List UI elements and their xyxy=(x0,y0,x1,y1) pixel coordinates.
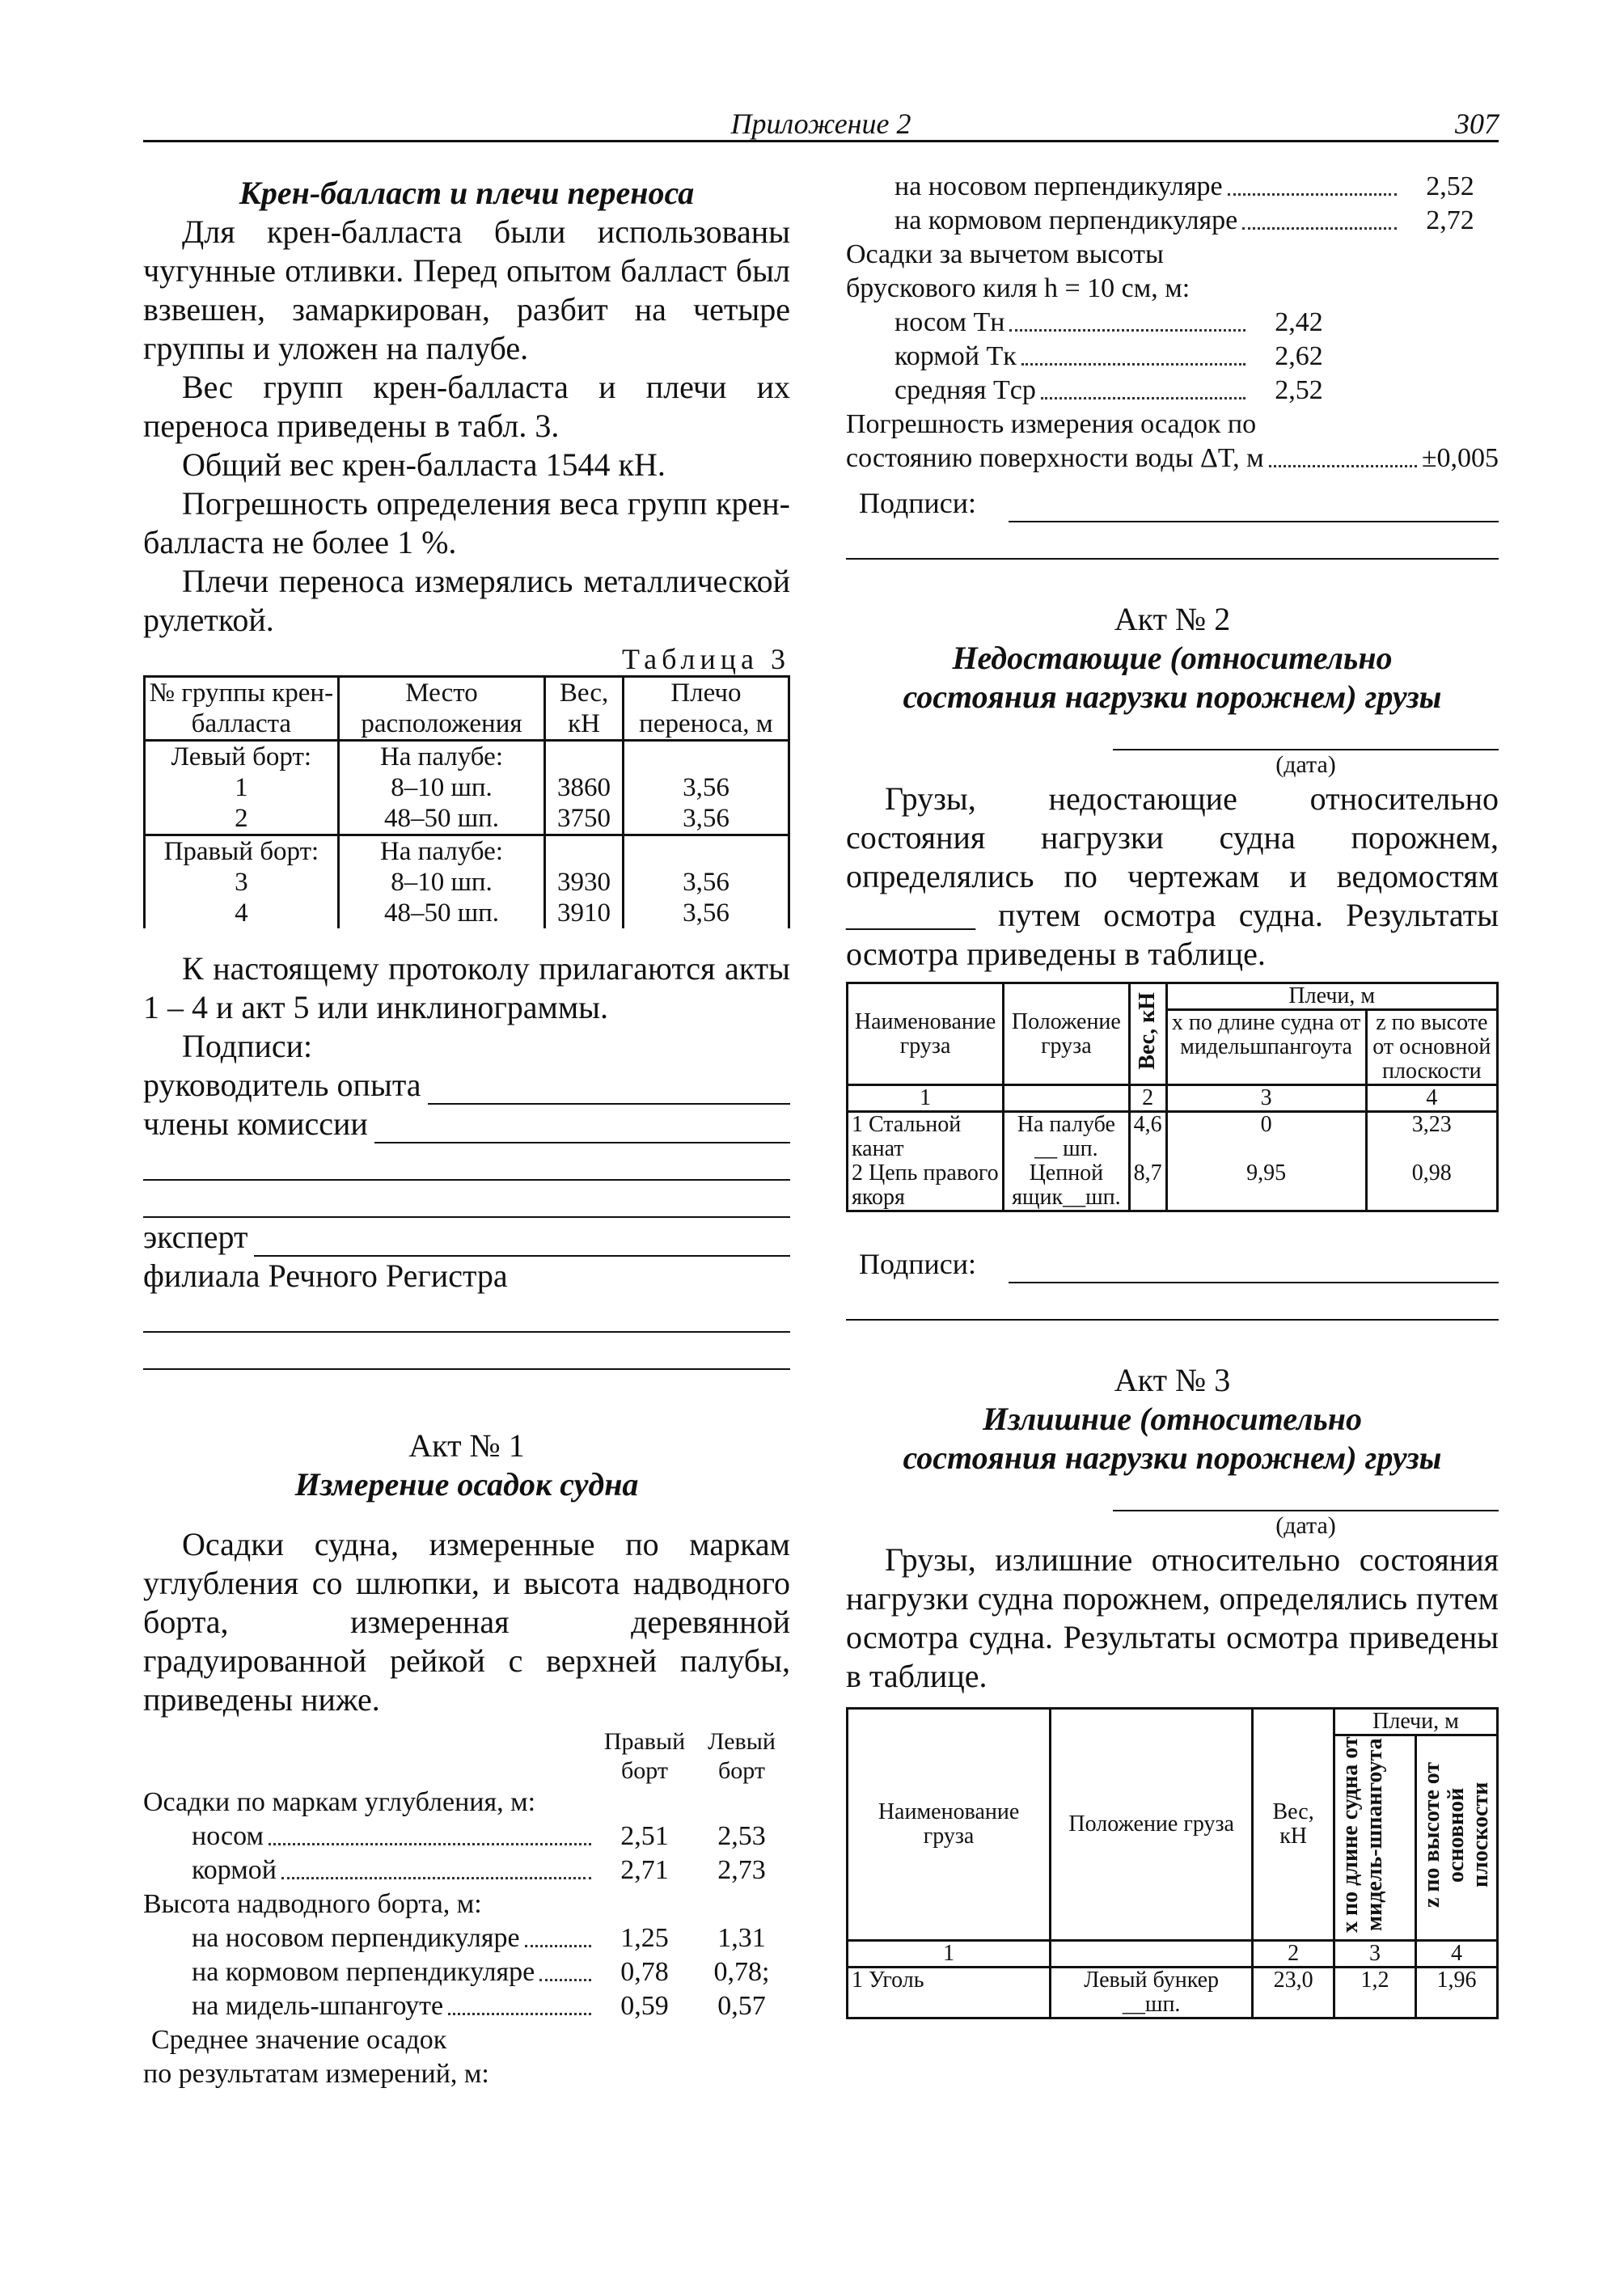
label: состоянию поверхности воды ΔT, м xyxy=(846,443,1264,473)
table-cell: 2 xyxy=(145,803,339,835)
value: 1,25 xyxy=(620,1923,669,1953)
table-cell: Правый борт: xyxy=(145,835,339,868)
value: 2,62 xyxy=(1275,341,1323,371)
blank-line xyxy=(143,1333,790,1370)
signature-line xyxy=(846,1245,1499,1283)
label: носом Tн xyxy=(894,307,1005,337)
value: 0,59 xyxy=(620,1991,669,2021)
column-header: Плечо переноса, м xyxy=(623,677,789,741)
table-row xyxy=(145,867,789,898)
act-title: Акт № 1 xyxy=(408,1427,525,1464)
value: 2,51 xyxy=(620,1821,669,1851)
value: 2,71 xyxy=(620,1855,669,1885)
label: руководитель опыта xyxy=(143,1067,421,1103)
table-cell: 3750 xyxy=(545,803,624,835)
table-caption: Таблица 3 xyxy=(622,643,790,675)
column-numbers xyxy=(848,1941,1498,1968)
table-cell: 2 xyxy=(1253,1941,1334,1968)
table-cell: 3 xyxy=(1166,1085,1366,1112)
table-body xyxy=(145,741,789,929)
list-item xyxy=(143,1989,790,2023)
table-cell xyxy=(1051,1941,1253,1968)
column-header: x по длине судна от мидель-шпангоута xyxy=(1334,1735,1415,1941)
column-header: z по высоте от основной плоскости xyxy=(1366,1010,1497,1085)
table-cell: 4 xyxy=(145,898,339,928)
running-title: Приложение 2 xyxy=(730,108,911,140)
label: члены комиссии xyxy=(143,1105,368,1142)
table-cell: 3,56 xyxy=(623,867,789,898)
table-cell: 48–50 шп. xyxy=(338,803,544,835)
list-item xyxy=(143,1820,790,1854)
table-cell: 3,56 xyxy=(623,898,789,928)
section-label: Осадки за вычетом высоты брускового киля h = 10 см, м: xyxy=(846,239,1191,303)
section-heading: Крен-балласт и плечи переноса xyxy=(239,175,695,211)
table-row xyxy=(848,1968,1498,2018)
paragraph: Грузы, недостающие относительно состояния нагрузки судна порожнем, определялись по чертежам и ведомостям ________ путем осмотра судна. Результаты осмотра приведены в таблице. xyxy=(846,780,1499,972)
table-cell: 2 xyxy=(1129,1085,1166,1112)
table-cell: 1 xyxy=(848,1941,1051,1968)
table-cell: 48–50 шп. xyxy=(338,898,544,928)
paragraph: Вес групп крен-балласта и плечи их переноса приведены в табл. 3. xyxy=(143,369,790,444)
table-cell: 3930 xyxy=(545,867,624,898)
blank-line xyxy=(143,1181,790,1218)
blank-line xyxy=(846,522,1499,560)
section-label: Среднее значение осадок xyxy=(151,2025,447,2055)
date-field: (дата) xyxy=(1113,749,1499,780)
label: Подписи: xyxy=(859,487,977,519)
label: кормой Tк xyxy=(894,341,1017,371)
column-header: z по высоте от основной плоскости xyxy=(1415,1735,1497,1941)
table-cell: 4 xyxy=(1366,1085,1497,1112)
label: на кормовом перпендикуляре xyxy=(192,1957,535,1987)
value: 2,42 xyxy=(1275,307,1323,337)
paragraph: Погрешность определения веса групп крен-балласта не более 1 %. xyxy=(143,485,790,560)
value: ±0,005 xyxy=(1421,443,1499,473)
table-cell: 9,95 xyxy=(1166,1161,1366,1211)
table-row xyxy=(145,898,789,928)
value: 2,72 xyxy=(1426,205,1474,235)
table-row xyxy=(145,772,789,803)
label: филиала Речного Регистра xyxy=(143,1258,508,1294)
table-cell: 0,98 xyxy=(1366,1161,1497,1211)
signature-line xyxy=(143,1105,790,1143)
freeboard-list xyxy=(143,1921,790,2023)
column-header: Плечи, м xyxy=(1334,1709,1497,1735)
paragraph: Осадки судна, измеренные по маркам углубления со шлюпки, и высота надводного борта, измеренная деревянной градуированной рейкой с верхней палубы, приведены ниже. xyxy=(143,1526,790,1718)
paragraph: Плечи переноса измерялись металлической рулеткой. xyxy=(143,563,790,638)
paragraph: К настоящему протоколу прилагаются акты 1 – 4 и акт 5 или инклинограммы. xyxy=(143,950,790,1025)
column-header: Положение груза xyxy=(1004,983,1129,1085)
value: 2,52 xyxy=(1426,171,1474,201)
table-cell: Левый борт: xyxy=(145,741,339,773)
list-item xyxy=(143,1854,790,1887)
table-cell: 3 xyxy=(145,867,339,898)
value: 0,78 xyxy=(620,1957,669,1987)
mean-drafts-list xyxy=(846,170,1499,238)
table-row xyxy=(145,835,789,868)
column-label: Правый борт xyxy=(603,1728,686,1784)
section-label: Осадки по маркам углубления, м: xyxy=(143,1787,536,1817)
column-header: Положение груза xyxy=(1051,1709,1253,1941)
value: 0,57 xyxy=(717,1991,766,2021)
table-cell: 23,0 xyxy=(1253,1968,1334,2018)
table-cell: 1 Стальной канат xyxy=(848,1112,1004,1162)
paragraph: Для крен-балласта были использованы чугунные отливки. Перед опытом балласт был взвешен, замаркирован, разбит на четыре группы и уложен на палубе. xyxy=(143,213,790,366)
table-cell: 3,56 xyxy=(623,772,789,803)
label: эксперт xyxy=(143,1219,248,1255)
section-label: по результатам измерений, м: xyxy=(143,2059,489,2089)
column-header: Плечи, м xyxy=(1166,983,1497,1010)
paragraph: Грузы, излишние относительно состояния нагрузки судна порожнем, определялись путем осмотра судна. Результаты осмотра приведены в таблице. xyxy=(846,1541,1499,1694)
list-item xyxy=(846,204,1499,238)
table-cell: 4 xyxy=(1415,1941,1497,1968)
list-item xyxy=(846,340,1347,374)
label: Подписи: xyxy=(859,1248,977,1280)
table-cell: 3 xyxy=(1334,1941,1415,1968)
label: на носовом перпендикуляре xyxy=(894,171,1223,201)
blank-line xyxy=(143,1296,790,1333)
column-header: Вес, кН xyxy=(1253,1709,1334,1941)
act-title: Акт № 2 xyxy=(1114,601,1231,637)
left-column xyxy=(143,174,790,2091)
label: носом xyxy=(192,1821,264,1851)
column-numbers xyxy=(848,1085,1498,1112)
column-header: Вес, кН xyxy=(1129,983,1166,1085)
act2-table xyxy=(846,982,1499,1212)
table-cell: 1 xyxy=(848,1085,1004,1112)
act-title: Акт № 3 xyxy=(1114,1362,1231,1398)
table-cell: 8,7 xyxy=(1129,1161,1166,1211)
column-header: Место расположения xyxy=(338,677,544,741)
table-row xyxy=(145,803,789,835)
signature-line xyxy=(143,1066,790,1105)
table-cell: 3860 xyxy=(545,772,624,803)
table-cell: 1,96 xyxy=(1415,1968,1497,2018)
table-cell: 3,23 xyxy=(1366,1112,1497,1162)
table-cell: На палубе __ шп. xyxy=(1004,1112,1129,1162)
table-cell: 3,56 xyxy=(623,803,789,835)
label: средняя Tср xyxy=(894,375,1036,405)
label: на носовом перпендикуляре xyxy=(192,1923,520,1953)
value: 2,52 xyxy=(1275,375,1323,405)
page-header xyxy=(143,104,1499,142)
paragraph: Общий вес крен-балласта 1544 кН. xyxy=(182,446,666,483)
table-cell: 4,6 xyxy=(1129,1112,1166,1162)
table-cell: 1,2 xyxy=(1334,1968,1415,2018)
table-3 xyxy=(143,675,790,928)
list-item xyxy=(143,1955,790,1989)
act-subtitle: состояния нагрузки порожнем) грузы xyxy=(903,1439,1442,1476)
value: 2,53 xyxy=(717,1821,766,1851)
value: 0,78; xyxy=(713,1957,770,1987)
table-cell: 1 xyxy=(145,772,339,803)
column-header: № группы крен-балласта xyxy=(145,677,339,741)
right-column xyxy=(846,170,1499,2019)
list-item xyxy=(846,170,1499,204)
act-subtitle: состояния нагрузки порожнем) грузы xyxy=(903,678,1442,715)
table-row xyxy=(848,1161,1498,1211)
label: на мидель-шпангоуте xyxy=(192,1991,444,2021)
table-cell: Левый бункер __шп. xyxy=(1051,1968,1253,2018)
act-subtitle: Недостающие (относительно xyxy=(952,640,1393,676)
blank-line xyxy=(143,1143,790,1181)
act3-table xyxy=(846,1707,1499,2019)
blank-line xyxy=(846,1283,1499,1321)
table-row xyxy=(848,1112,1498,1162)
list-item xyxy=(846,374,1347,408)
label: Погрешность измерения осадок по xyxy=(846,409,1257,439)
column-label: Левый борт xyxy=(708,1728,776,1784)
column-header: Наименование груза xyxy=(848,983,1004,1085)
column-header: Вес, кН xyxy=(545,677,624,741)
drafts-list xyxy=(143,1820,790,1887)
table-cell: 8–10 шп. xyxy=(338,867,544,898)
list-item xyxy=(143,1921,790,1955)
column-header: Наименование груза xyxy=(848,1709,1051,1941)
label: кормой xyxy=(192,1855,277,1885)
signature-line xyxy=(143,1218,790,1257)
table-cell: Цепной ящик__шп. xyxy=(1004,1161,1129,1211)
list-item xyxy=(846,306,1347,340)
value: 1,31 xyxy=(717,1923,766,1953)
table-cell: 1 Уголь xyxy=(848,1968,1051,2018)
act-subtitle: Измерение осадок судна xyxy=(294,1466,639,1503)
section-label: Высота надводного борта, м: xyxy=(143,1889,482,1919)
date-field: (дата) xyxy=(1113,1510,1499,1541)
act-subtitle: Излишние (относительно xyxy=(982,1401,1363,1437)
signature-line xyxy=(846,484,1499,522)
drafts-without-keel-list xyxy=(846,306,1499,408)
table-cell: На палубе: xyxy=(338,835,544,868)
table-cell: 3910 xyxy=(545,898,624,928)
table-cell: На палубе: xyxy=(338,741,544,773)
table-row xyxy=(145,741,789,773)
page-number: 307 xyxy=(1455,108,1499,140)
column-header: x по длине судна от мидельшпангоута xyxy=(1166,1010,1366,1085)
signatures-label: Подписи: xyxy=(182,1028,313,1064)
value: 2,73 xyxy=(717,1855,766,1885)
table-cell: 0 xyxy=(1166,1112,1366,1162)
label: на кормовом перпендикуляре xyxy=(894,205,1238,235)
table-cell xyxy=(1004,1085,1129,1112)
table-cell: 2 Цепь правого якоря xyxy=(848,1161,1004,1211)
table-cell: 8–10 шп. xyxy=(338,772,544,803)
